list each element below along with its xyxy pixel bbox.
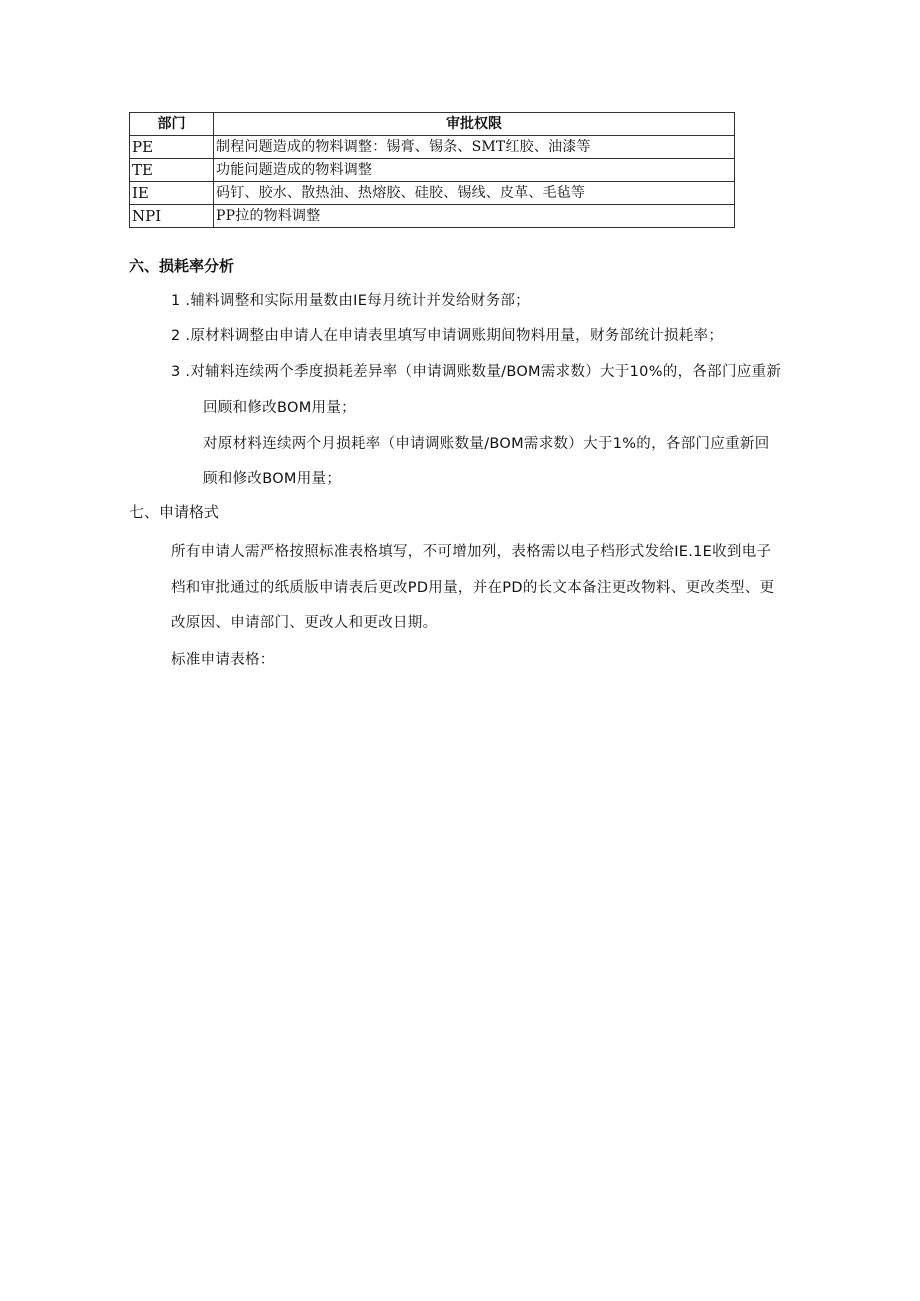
department-cell: TE bbox=[130, 159, 214, 182]
section7-heading: 七、申请格式 bbox=[129, 503, 220, 521]
approval-authority-table bbox=[129, 112, 735, 228]
standard-form-label: 标准申请表格： bbox=[171, 652, 275, 668]
table-header-row bbox=[130, 113, 735, 136]
section7-paragraph-line2: 档和审批通过的纸质版申请表后更改PD用量，并在PD的长文本备注更改物料、更改类型、更 bbox=[171, 580, 775, 596]
section6-item-3-line4: 顾和修改BOM用量； bbox=[203, 471, 342, 487]
section6-item-3-line3: 对原材料连续两个月损耗率（申请调账数量/BOM需求数）大于1%的，各部门应重新回 bbox=[203, 436, 770, 452]
authority-cell: 功能问题造成的物料调整 bbox=[214, 159, 735, 182]
authority-cell: 码钉、胶水、散热油、热熔胶、硅胶、锡线、皮革、毛毡等 bbox=[214, 182, 735, 205]
section6-item-3-line2: 回顾和修改BOM用量； bbox=[203, 400, 356, 416]
table-row bbox=[130, 159, 735, 182]
section6-heading: 六、损耗率分析 bbox=[129, 257, 235, 275]
table-row bbox=[130, 182, 735, 205]
header-department: 部门 bbox=[130, 113, 214, 136]
department-cell: PE bbox=[130, 136, 214, 159]
section7-paragraph-line1: 所有申请人需严格按照标准表格填写，不可增加列，表格需以电子档形式发给IE.1E收到电子 bbox=[171, 544, 772, 560]
table-row bbox=[130, 205, 735, 228]
header-approval-authority: 审批权限 bbox=[214, 113, 735, 136]
table-row bbox=[130, 136, 735, 159]
department-cell: NPI bbox=[130, 205, 214, 228]
section6-item-1: 1 .辅料调整和实际用量数由IE每月统计并发给财务部； bbox=[171, 293, 530, 309]
authority-cell: PP拉的物料调整 bbox=[214, 205, 735, 228]
department-cell: IE bbox=[130, 182, 214, 205]
section6-item-3-line1: 3 .对辅料连续两个季度损耗差异率（申请调账数量/BOM需求数）大于10%的，各部门应重新 bbox=[171, 364, 782, 380]
section6-item-2: 2 .原材料调整由申请人在申请表里填写申请调账期间物料用量，财务部统计损耗率； bbox=[171, 328, 724, 344]
section7-paragraph-line3: 改原因、申请部门、更改人和更改日期。 bbox=[171, 615, 438, 631]
authority-cell: 制程问题造成的物料调整：锡膏、锡条、SMT红胶、油漆等 bbox=[214, 136, 735, 159]
